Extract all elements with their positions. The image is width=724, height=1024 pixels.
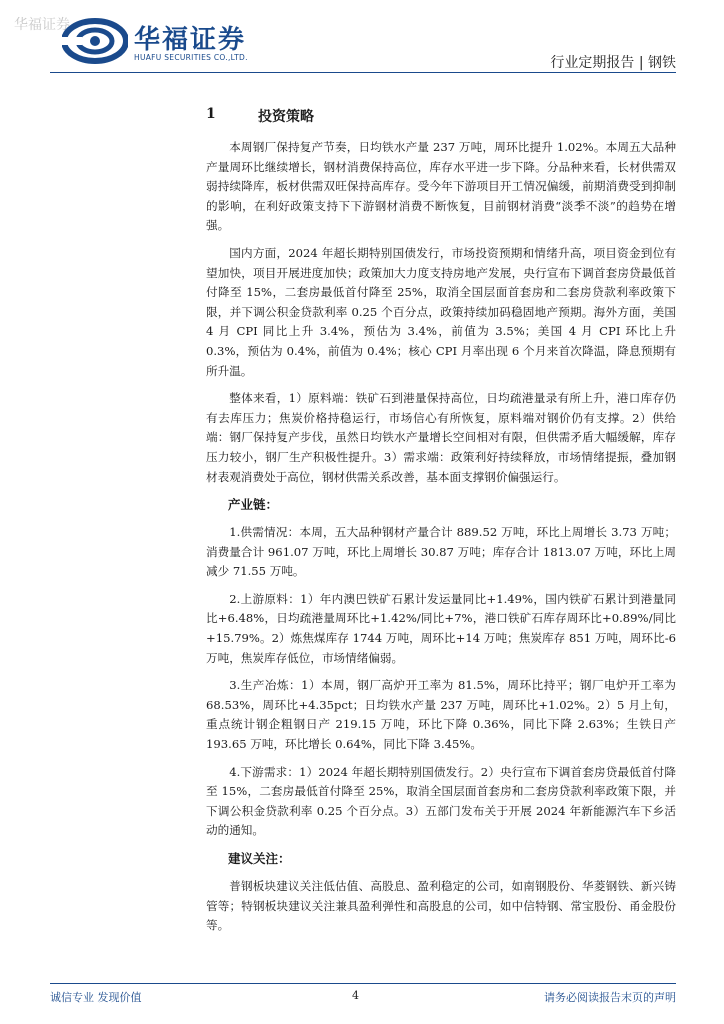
footer-divider [50,983,676,984]
footer-disclaimer: 请务必阅读报告末页的声明 [544,991,676,1004]
paragraph-macro: 国内方面，2024 年超长期特别国债发行，市场投资预期和情绪升高，项目资金到位有望加快，项目开展进度加快；政策加大力度支持房地产发展，央行宣布下调首套房贷最低首付降至 15%，二套房最低首付降至 25%，取消全国层面首套房和二套房贷款利率政策下限，并下调公积金贷款利率 0.25 个百分点，政策持续加码稳固地产预期。海外方面，美国 4 月 CPI 同比上升 3.4%，预估为 3.4%，前值为 3.5%；美国 4 月 CPI 环比上升 0.3%，预估为 0.4%，前值为 0.4%；核心 CPI 月率出现 6 个月来首次降温，降息预期有所升温。 [206,245,676,378]
section-title: 投资策略 [258,109,314,125]
page-number: 4 [352,989,359,1002]
footer-slogan: 诚信专业 发现价值 [50,991,142,1004]
chain-heading: 产业链： [228,497,279,513]
report-body [206,106,676,944]
chain-item-production: 3.生产冶炼：1）本周，钢厂高炉开工率为 81.5%，周环比持平；钢厂电炉开工率为 68.53%，周环比+4.35pct；日均铁水产量 237 万吨，周环比+1.02%。2）5 月上旬，重点统计钢企粗钢日产 219.15 万吨，环比下降 0.36%，同比下降 2.63%；生铁日产 193.65 万吨，环比增长 0.64%，同比下降 3.45%。 [206,678,676,752]
paragraph-overall: 整体来看，1）原料端：铁矿石到港量保持高位，日均疏港量录有所上升，港口库存仍有去库压力；焦炭价格持稳运行，市场信心有所恢复，原料端对钢价仍有支撑。2）供给端：钢厂保持复产步伐，虽然日均铁水产量增长空间相对有限，但供需矛盾大幅缓解，库存压力较小，钢厂生产积极性提升。3）需求端：政策利好持续释放，市场情绪提振，叠加钢材表观消费处于高位，钢材供需关系改善，基本面支撑钢价偏强运行。 [206,391,676,484]
watermark: 华福证券 [14,17,70,33]
paragraph-weekly-summary: 本周钢厂保持复产节奏，日均铁水产量 237 万吨，周环比提升 1.02%。本周五大品种产量周环比继续增长，钢材消费保持高位，库存水平进一步下降。分品种来看，长材供需双弱持续降库，板材供需双旺保持高库存。受今年下游项目开工情况偏缓，前期消费受到抑制的影响，在利好政策支持下下游钢材消费不断恢复，目前钢材消费“淡季不淡”的趋势在增强。 [206,140,676,233]
chain-item-supply-demand: 1.供需情况：本周，五大品种钢材产量合计 889.52 万吨，环比上周增长 3.73 万吨；消费量合计 961.07 万吨，环比上周增长 30.87 万吨；库存合计 1813.07 万吨，环比上周减少 71.55 万吨。 [206,525,676,579]
chain-item-raw-materials: 2.上游原料：1）年内澳巴铁矿石累计发运量同比+1.49%，国内铁矿石累计到港量同比+6.48%，日均疏港量周环比+1.42%/同比+7%，港口铁矿石库存周环比+0.89%/同比+15.79%。2）炼焦煤库存 1744 万吨，周环比+14 万吨；焦炭库存 851 万吨，周环比-6 万吨，焦炭库存低位，市场情绪偏弱。 [206,591,676,665]
logo-name-cn: 华福证券 [134,25,247,55]
chain-item-downstream: 4.下游需求：1）2024 年超长期特别国债发行。2）央行宣布下调首套房贷最低首付降至 15%，二套房最低首付降至 25%，取消全国层面首套房和二套房贷款利率政策下限，并下调公积金贷款利率 0.25 个百分点。3）五部门发布关于开展 2024 年新能源汽车下乡活动的通知。 [206,764,676,838]
logo-name-en: HUAFU SECURITIES CO.,LTD. [134,53,248,62]
header-divider [50,72,676,73]
company-logo [62,17,272,67]
suggest-paragraph: 普钢板块建议关注低估值、高股息、盈利稳定的公司，如南钢股份、华菱钢铁、新兴铸管等；特钢板块建议关注兼具盈利弹性和高股息的公司，如中信特钢、常宝股份、甬金股份等。 [206,879,676,933]
suggest-heading: 建议关注： [228,851,291,866]
logo-swirl-icon [62,17,128,65]
section-number: 1 [206,106,216,122]
report-type: 行业定期报告 | 钢铁 [550,55,676,71]
